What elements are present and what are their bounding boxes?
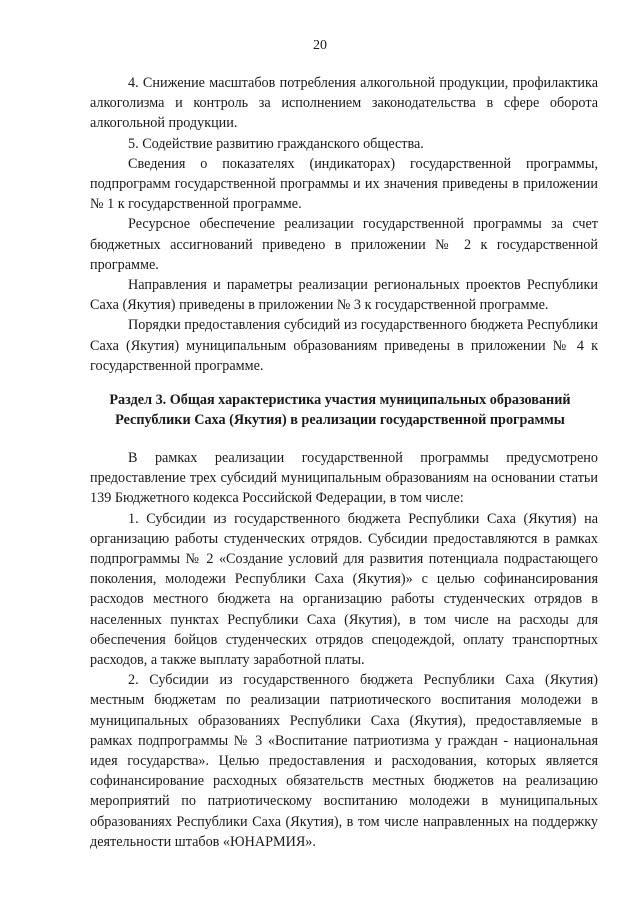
paragraph: 5. Содействие развитию гражданского общества. — [128, 135, 424, 152]
section-heading-line1: Раздел 3. Общая характеристика участия муниципальных образований — [109, 392, 571, 408]
section-heading-line2: Республики Саха (Якутия) в реализации государственной программы — [115, 412, 565, 428]
paragraph: Ресурсное обеспечение реализации государственной программы за счет бюджетных ассигнований приведено в приложении № 2 к государственной программе. — [90, 216, 598, 273]
paragraph: 4. Снижение масштабов потребления алкогольной продукции, профилактика алкоголизма и контроль за исполнением законодательства в сфере оборота алкогольной продукции. — [90, 75, 598, 132]
paragraph: Сведения о показателях (индикаторах) государственной программы, подпрограмм государственной программы и их значения приведены в приложении № 1 к государственной программе. — [90, 155, 598, 213]
section-heading — [60, 390, 620, 430]
paragraph: Порядки предоставления субсидий из государственного бюджета Республики Саха (Якутия) муниципальным образованиям приведены в приложении № 4 к государственной программе. — [90, 317, 598, 374]
page-number: 20 — [313, 38, 327, 53]
paragraph: 2. Субсидии из государственного бюджета Республики Саха (Якутия) местным бюджетам по реализации патриотического воспитания молодежи в муниципальных образованиях Республики Саха (Якутия), предоставляемые в рамках подпрограммы № 3 «Воспитание патриотизма у граждан - национальная идея государства». Целью предоставления и расходования, которых является софинансирование расходных обязательств местных бюджетов на реализацию мероприятий по патриотическому воспитанию молодежи в муниципальных образованиях Республики Саха (Якутия), в том числе направленных на поддержку деятельности штабов «ЮНАРМИЯ». — [90, 672, 598, 850]
paragraph: Направления и параметры реализации региональных проектов Республики Саха (Якутия) приведены в приложении № 3 к государственной программе. — [90, 277, 598, 314]
paragraph: В рамках реализации государственной программы предусмотрено предоставление трех субсидий муниципальным образованиям на основании статьи 139 Бюджетного кодекса Российской Федерации, в том числе: — [90, 450, 598, 507]
text-block-top — [90, 73, 598, 376]
paragraph: 1. Субсидии из государственного бюджета Республики Саха (Якутия) на организацию работы студенческих отрядов. Субсидии предоставляются в рамках подпрограммы № 2 «Создание условий для развития потенциала подрастающего поколения, молодежи Республики Саха (Якутия)» с целью софинансирования расходов местного бюджета на организацию работы студенческих отрядов в населенных пунктах Республики Саха (Якутия), в том числе на расходы для обеспечения бойцов студенческих отрядов спецодеждой, оплату транспортных расходов, а также выплату заработной платы. — [90, 510, 598, 669]
text-block-bottom — [90, 448, 598, 852]
